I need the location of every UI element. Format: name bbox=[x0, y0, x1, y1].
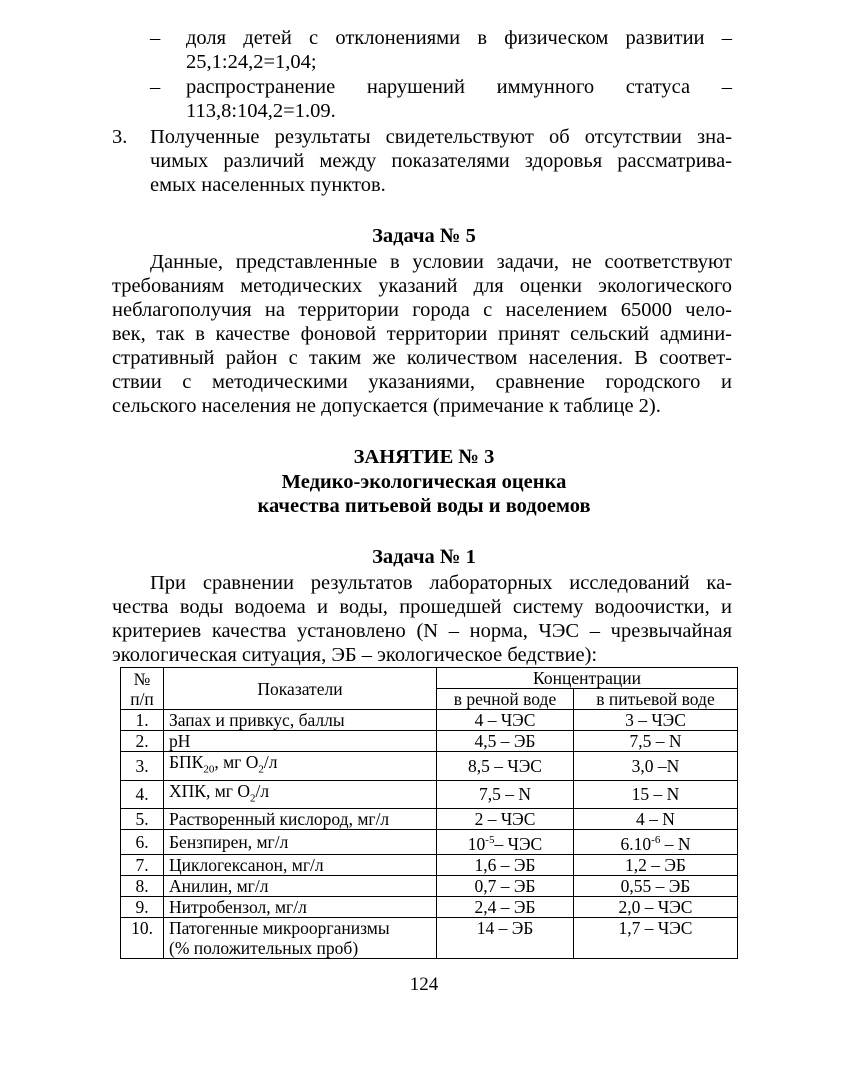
list-dash: – bbox=[150, 27, 161, 49]
value-suffix: – N bbox=[660, 833, 691, 854]
table-row bbox=[121, 875, 738, 896]
row-number: 3. bbox=[121, 752, 164, 781]
row-river-value: 8,5 – ЧЭС bbox=[437, 752, 574, 781]
header-drinking: в питьевой воде bbox=[574, 689, 738, 710]
row-river-value bbox=[437, 830, 574, 855]
table-row bbox=[121, 752, 738, 781]
header-river: в речной воде bbox=[437, 689, 574, 710]
row-indicator: pH bbox=[164, 731, 437, 752]
lesson-subtitle: качества питьевой воды и водоемов bbox=[257, 495, 591, 517]
paragraph-line: сельского населения не допускается (примечание к таблице 2). bbox=[112, 395, 661, 417]
row-drinking-value: 1,2 – ЭБ bbox=[574, 854, 738, 875]
row-number: 6. bbox=[121, 830, 164, 855]
list-number: 3. bbox=[112, 126, 128, 148]
paragraph-line: ствии с методическими указаниями, сравнение городского и bbox=[112, 371, 732, 393]
indicator-text: /л bbox=[263, 752, 278, 772]
table-row bbox=[121, 830, 738, 855]
table-row bbox=[121, 731, 738, 752]
row-number: 9. bbox=[121, 896, 164, 917]
list-item-text: распространение нарушений иммунного статуса – bbox=[186, 76, 732, 98]
row-river-value: 4 – ЧЭС bbox=[437, 710, 574, 731]
row-number: 2. bbox=[121, 731, 164, 752]
lesson-heading: ЗАНЯТИЕ № 3 bbox=[353, 446, 495, 468]
task-heading: Задача № 1 bbox=[372, 546, 476, 568]
indicator-text: ХПК, мг О bbox=[169, 780, 250, 801]
indicator-line: (% положительных проб) bbox=[169, 937, 359, 958]
task-heading: Задача № 5 bbox=[372, 225, 476, 247]
row-drinking-value: 3,0 –N bbox=[574, 752, 738, 781]
table-row bbox=[121, 917, 738, 958]
row-indicator: Растворенный кислород, мг/л bbox=[164, 809, 437, 830]
row-drinking-value: 1,7 – ЧЭС bbox=[574, 917, 738, 958]
table-row bbox=[121, 854, 738, 875]
row-number: 1. bbox=[121, 710, 164, 731]
header-number-line2: п/п bbox=[130, 688, 154, 709]
row-indicator: Бензпирен, мг/л bbox=[164, 830, 437, 855]
row-drinking-value: 3 – ЧЭС bbox=[574, 710, 738, 731]
row-number: 4. bbox=[121, 780, 164, 809]
value-exponent: -5 bbox=[485, 834, 495, 846]
header-number-line1: № bbox=[133, 668, 151, 689]
lesson-subtitle: Медико-экологическая оценка bbox=[281, 471, 567, 493]
paragraph-line: требованиям методических указаний для оценки экологического bbox=[112, 275, 732, 297]
row-drinking-value: 0,55 – ЭБ bbox=[574, 875, 738, 896]
row-indicator bbox=[164, 780, 437, 809]
row-indicator: Запах и привкус, баллы bbox=[164, 710, 437, 731]
row-drinking-value: 7,5 – N bbox=[574, 731, 738, 752]
paragraph-line: Данные, представленные в условии задачи, не соответствуют bbox=[150, 251, 732, 273]
value-base: 6.10 bbox=[620, 833, 652, 854]
page-number: 124 bbox=[409, 974, 439, 995]
list-item-text: 113,8:104,2=1.09. bbox=[186, 100, 336, 122]
row-river-value: 2 – ЧЭС bbox=[437, 809, 574, 830]
paragraph-line: чества воды водоема и воды, прошедшей систему водоочистки, и bbox=[112, 596, 732, 618]
paragraph-line: чимых различий между показателями здоровья рассматрива- bbox=[150, 150, 732, 172]
row-river-value: 2,4 – ЭБ bbox=[437, 896, 574, 917]
row-river-value: 4,5 – ЭБ bbox=[437, 731, 574, 752]
row-river-value: 14 – ЭБ bbox=[437, 917, 574, 958]
value-suffix: – ЧЭС bbox=[494, 833, 543, 854]
row-indicator bbox=[164, 917, 437, 958]
table-row bbox=[121, 809, 738, 830]
indicator-text: , мг О bbox=[214, 752, 259, 772]
list-dash: – bbox=[150, 76, 161, 98]
table-row bbox=[121, 780, 738, 809]
concentration-table bbox=[120, 667, 738, 959]
indicator-text: БПК bbox=[169, 752, 204, 772]
row-indicator bbox=[164, 752, 437, 781]
row-river-value: 0,7 – ЭБ bbox=[437, 875, 574, 896]
header-indicator: Показатели bbox=[164, 668, 437, 710]
row-drinking-value: 15 – N bbox=[574, 780, 738, 809]
row-drinking-value bbox=[574, 830, 738, 855]
paragraph-line: стративный район с таким же количеством населения. В соответ- bbox=[112, 347, 732, 369]
list-item-text: доля детей с отклонениями в физическом развитии – bbox=[186, 27, 732, 49]
indicator-subscript: 20 bbox=[203, 763, 215, 776]
indicator-subscript: 2 bbox=[249, 792, 256, 804]
row-indicator: Анилин, мг/л bbox=[164, 875, 437, 896]
header-number bbox=[121, 668, 164, 710]
row-number: 7. bbox=[121, 854, 164, 875]
paragraph-line: век, так в качестве фоновой территории принят сельский админи- bbox=[112, 323, 732, 345]
header-concentrations: Концентрации bbox=[437, 668, 738, 689]
row-indicator: Циклогексанон, мг/л bbox=[164, 854, 437, 875]
row-river-value: 1,6 – ЭБ bbox=[437, 854, 574, 875]
table-row bbox=[121, 896, 738, 917]
row-indicator: Нитробензол, мг/л bbox=[164, 896, 437, 917]
indicator-text: /л bbox=[255, 780, 270, 801]
list-item-text: 25,1:24,2=1,04; bbox=[186, 51, 317, 73]
indicator-line: Патогенные микроорганизмы bbox=[169, 917, 390, 938]
row-number: 10. bbox=[121, 917, 164, 958]
indicator-subscript: 2 bbox=[258, 763, 264, 776]
paragraph-line: критериев качества установлено (N – норма, ЧЭС – чрезвычайная bbox=[112, 620, 732, 642]
value-base: 10 bbox=[467, 833, 486, 854]
row-drinking-value: 4 – N bbox=[574, 809, 738, 830]
row-river-value: 7,5 – N bbox=[437, 780, 574, 809]
paragraph-line: экологическая ситуация, ЭБ – экологическое бедствие): bbox=[112, 644, 598, 666]
paragraph-line: Полученные результаты свидетельствуют об отсутствии зна- bbox=[150, 126, 732, 148]
row-drinking-value: 2,0 – ЧЭС bbox=[574, 896, 738, 917]
value-exponent: -6 bbox=[651, 834, 661, 846]
row-number: 5. bbox=[121, 809, 164, 830]
paragraph-line: неблагополучия на территории города с населением 65000 чело- bbox=[112, 299, 732, 321]
row-number: 8. bbox=[121, 875, 164, 896]
table-row bbox=[121, 710, 738, 731]
paragraph-line: емых населенных пунктов. bbox=[150, 174, 386, 196]
paragraph-line: При сравнении результатов лабораторных исследований ка- bbox=[150, 572, 732, 594]
table-header-row bbox=[121, 668, 738, 689]
